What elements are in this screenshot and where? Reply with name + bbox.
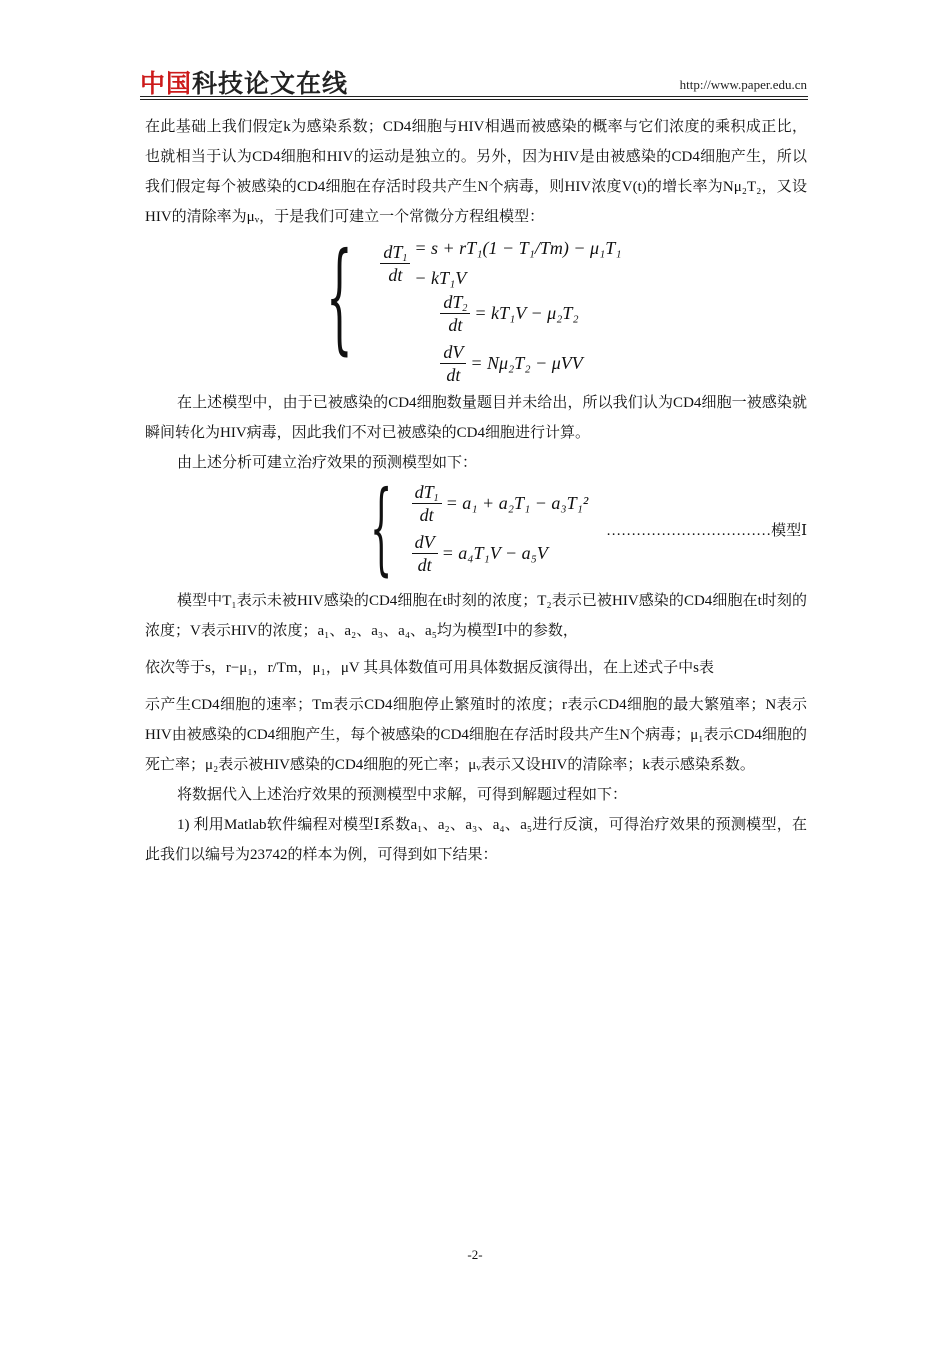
eq1-row3: $\frac{dV}{dt}$ = Nμ₂T₂ − μVV: [376, 338, 626, 388]
paragraph-3: 由上述分析可建立治疗效果的预测模型如下：: [177, 455, 478, 471]
paragraph-4b: 依次等于s，r−μ₁，r/Tm，μ₁，μV 其具体数值可用具体数据反演得出，在上述式子中s表: [145, 660, 715, 676]
paragraph-2: 在上述模型中，由于已被感染的CD4细胞数量题目并未给出，所以我们认为CD4细胞一被感染就瞬间转化为HIV病毒，因此我们不对已被感染的CD4细胞进行计算。: [145, 395, 807, 441]
page-body: [145, 112, 807, 870]
paragraph-5: 将数据代入上述治疗效果的预测模型中求解，可得到解题过程如下：: [177, 787, 628, 803]
logo-black-text: 科技论文在线: [192, 69, 349, 98]
paragraph-1: 在此基础上我们假定k为感染系数；CD4细胞与HIV相遇而被感染的概率与它们浓度的乘积成正比，也就相当于认为CD4细胞和HIV的运动是独立的。另外，因为HIV是由被感染的CD4细胞产生，所以我们假定每个被感染的CD4细胞在存活时段共产生N个病毒，则HIV浓度V(t)的增长率为Nμ₂T₂，又设HIV的清除率为μᵥ，于是我们可建立一个常微分方程组模型：: [145, 119, 807, 225]
ode-system-2: [370, 469, 610, 586]
page-number: -2-: [467, 1247, 483, 1262]
eq1-row2: $\frac{dT_2}{dt}$ = kT₁V − μ₂T₂: [376, 288, 626, 338]
paragraph-4c: 示产生CD4细胞的速率；Tm表示CD4细胞停止繁殖时的浓度；r表示CD4细胞的最大繁殖率；N表示HIV由被感染的CD4细胞产生，每个被感染的CD4细胞在存活时段共产生N个病毒；μ₁表示CD4细胞的死亡率；μ₂表示被HIV感染的CD4细胞的死亡率；μᵥ表示又设HIV的清除率；k表示感染系数。: [145, 697, 807, 773]
header-url[interactable]: http://www.paper.edu.cn: [679, 77, 807, 92]
eq1-row1: $\frac{dT_1}{dt}$ = s + rT₁(1 − T₁/Tm) − μ₁T₁ − kT₁V: [376, 238, 626, 288]
journal-logo: [140, 64, 348, 100]
model-1-block: [145, 469, 807, 586]
eq1-row1-rhs: = s + rT₁(1 − T₁/Tm) − μ₁T₁ − kT₁V: [414, 238, 622, 288]
paragraph-6: 1) 利用Matlab软件编程对模型Ⅰ系数a₁、a₂、a₃、a₄、a₅进行反演，可得治疗效果的预测模型，在此我们以编号为23742的样本为例，可得到如下结果：: [145, 817, 807, 863]
paragraph-4a: 模型中T₁表示未被HIV感染的CD4细胞在t时刻的浓度；T₂表示已被HIV感染的CD4细胞在t时刻的浓度；V表示HIV的浓度；a₁、a₂、a₃、a₄、a₅均为模型Ⅰ中的参数，: [145, 593, 807, 639]
model-1-reference: ……………………………模型Ⅰ: [606, 523, 807, 539]
eq2-row2-rhs: = a₄T₁V − a₅V: [441, 543, 548, 563]
left-brace-2: {: [370, 469, 393, 586]
header-rule: [140, 96, 808, 97]
header-rule-thin: [140, 99, 808, 100]
logo-red-text: 中国: [140, 69, 193, 98]
eq2-row1: $\frac{dT_1}{dt}$ = a₁ + a₂T₁ − a₃T₁²: [408, 478, 589, 528]
eq1-row2-rhs: = kT₁V − μ₂T₂: [474, 303, 579, 323]
eq2-row1-rhs: = a₁ + a₂T₁ − a₃T₁²: [445, 493, 589, 513]
ode-system-1: [326, 228, 626, 388]
eq2-row2: $\frac{dV}{dt}$ = a₄T₁V − a₅V: [408, 528, 589, 578]
eq1-row3-rhs: = Nμ₂T₂ − μVV: [470, 353, 583, 373]
left-brace: {: [326, 228, 353, 367]
